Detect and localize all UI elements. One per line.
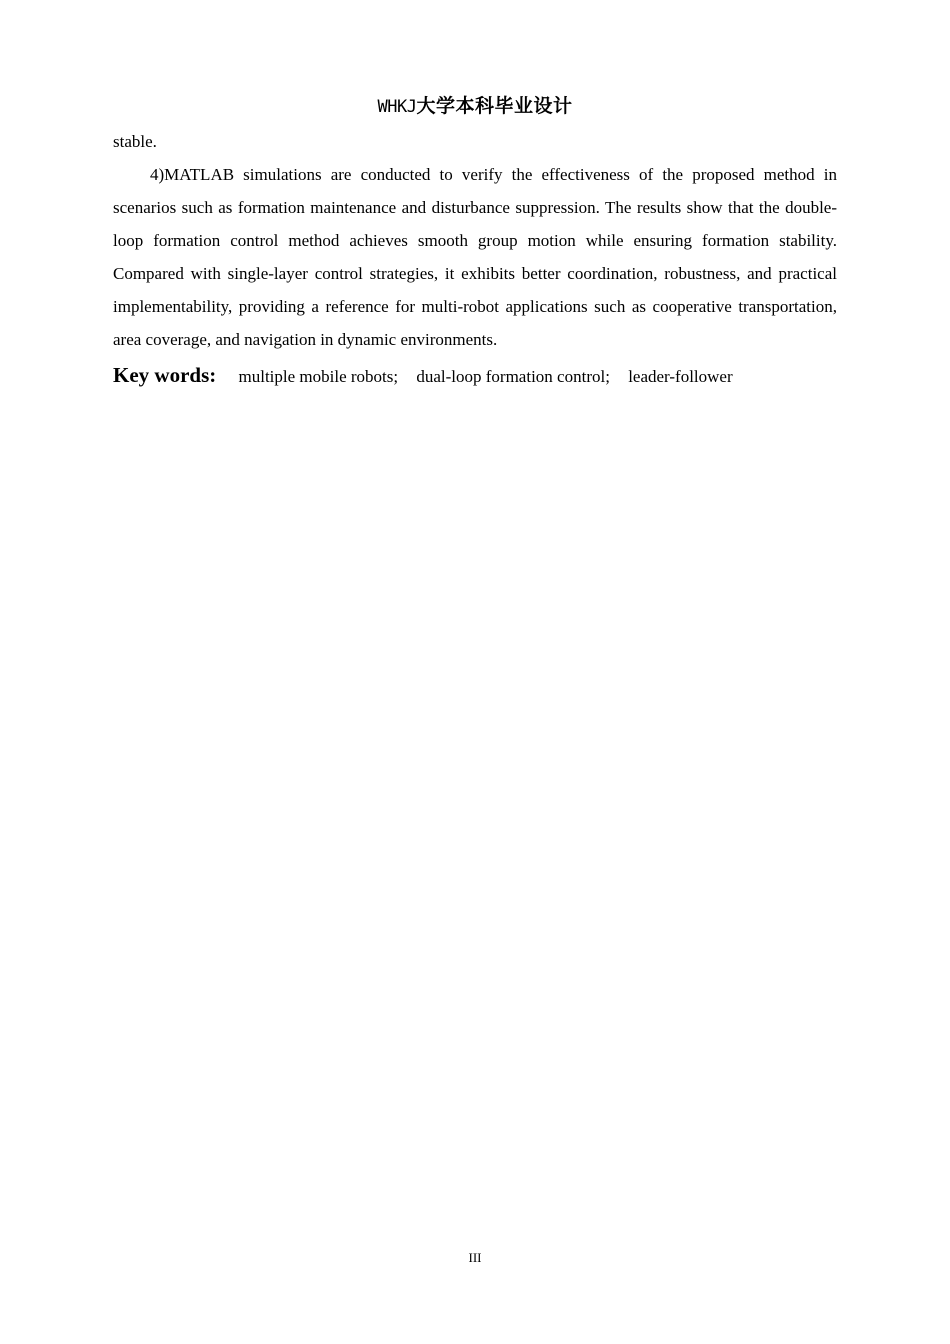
keyword-item: leader-follower (628, 367, 733, 386)
header-title: 大学本科毕业设计 (416, 96, 573, 117)
page-header (0, 94, 950, 120)
keywords-line (113, 358, 837, 394)
keyword-item: multiple mobile robots; (238, 367, 399, 386)
keywords-label: Key words: (113, 363, 217, 387)
keyword-item: dual-loop formation control; (416, 367, 610, 386)
abstract-paragraph: 4)MATLAB simulations are conducted to verify the effectiveness of the proposed method in scenarios such as formation maintenance and disturbance suppression. The results show that the double-loop formation control method achieves smooth group motion while ensuring formation stability. Compared with single-layer control strategies, it exhibits better coordination, robustness, and practical implementability, providing a reference for multi-robot applications such as cooperative transportation, area coverage, and navigation in dynamic environments. (113, 165, 837, 349)
header-university-code: WHKJ (377, 97, 417, 117)
continuation-text: stable. (113, 132, 157, 151)
page-number: III (468, 1250, 482, 1265)
document-body (113, 125, 837, 394)
